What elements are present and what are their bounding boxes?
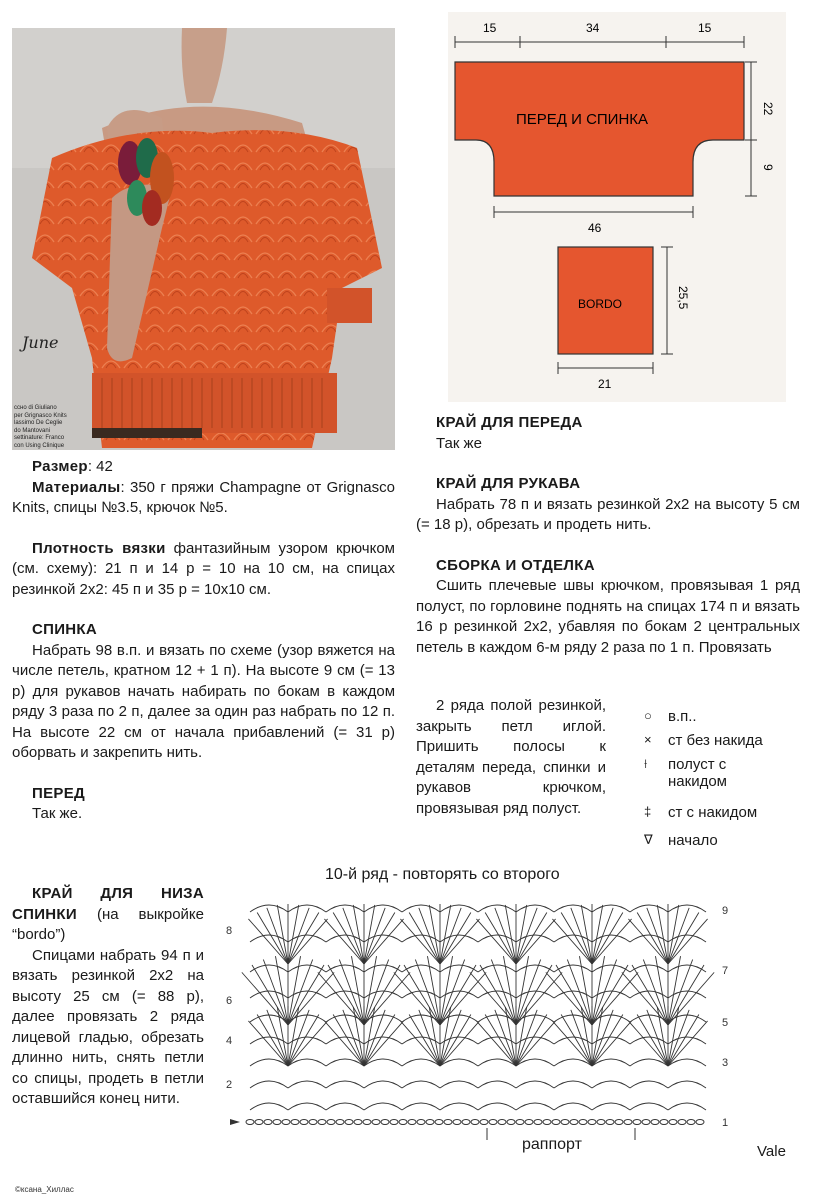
bordo-height: 25,5 [676, 286, 690, 310]
edge-front-text: Так же [436, 434, 482, 452]
edge-bottom-text: Спицами набрать 94 п и вязать резинкой 2х2 на высоту 25 см (= 88 р), далее провязать 2 ряда лицевой гладью, обрезать длинно нить, снять петли со спицы, продеть в петли оставшийся конец нити. [12, 946, 204, 1107]
gauge-text: фантазийным узором крючком (см. схему): 21 п и 14 р = 10 на 10 см, на спицах резинкой 2х2: 45 п и 35 р = 10х10 см. [12, 539, 395, 598]
model-photo [12, 28, 395, 450]
edge-sleeve-title: КРАЙ ДЛЯ РУКАВА [436, 475, 581, 492]
front-title: ПЕРЕД [32, 784, 85, 802]
chain-icon: ○ [644, 708, 652, 723]
dim-top-left: 15 [483, 21, 497, 35]
main-piece-label: ПЕРЕД И СПИНКА [516, 111, 649, 128]
pattern-schema [448, 12, 786, 402]
watermark: ©ксана_Хиллас [15, 1185, 74, 1194]
double-crochet-icon: ‡ [644, 804, 652, 819]
dim-top-center: 34 [586, 21, 600, 35]
single-crochet-icon: × [644, 732, 652, 747]
edge-sleeve-text: Набрать 78 п и вязать резинкой 2х2 на высоту 5 см (= 18 р), обрезать и продеть нить. [416, 495, 800, 533]
start-icon: ∇ [644, 832, 653, 847]
assembly-text-a: Сшить плечевые швы крючком, провязывая 1 ряд полуст, по горловине поднять на спицах 174 п и вязать 16 р резинкой 2х2, убавляя по бокам 2 центральных петель в каждом 6-м ряду 2 раза по 1 п. Провязать [416, 577, 800, 656]
assembly-title: СБОРКА И ОТДЕЛКА [436, 556, 595, 574]
chart-row-right: 3 [722, 1057, 729, 1069]
back-text: Набрать 98 в.п. и вязать по схеме (узор вяжется на числе петель, кратном 12 + 1 п). На высоте 9 см (= 13 р) для рукавов начать набирать по бокам в каждом ряду 3 раза по 2 п, далее за один раз набрать по 12 п. На высоте 22 см от начала прибавлений (= 31 р) оборвать и закрепить нить. [12, 641, 395, 761]
edge-bottom-title: КРАЙ ДЛЯ НИЗА СПИНКИ [12, 885, 204, 923]
rapport-label: раппорт [522, 1136, 582, 1153]
chart-row-right: 9 [722, 905, 729, 917]
edge-front-title: КРАЙ ДЛЯ ПЕРЕДА [436, 414, 583, 431]
size-value: : 42 [87, 458, 113, 475]
front-text: Так же. [32, 805, 83, 822]
chart-row-left: 8 [226, 925, 233, 937]
dim-right-top: 22 [761, 102, 775, 116]
chart-row-right: 7 [722, 965, 729, 977]
assembly-text-b: 2 ряда полой резинкой, закрыть петл иглой. Пришить полосы к деталям переда, спинки и рукавов крючком, провязывая ряд полуст. [416, 697, 606, 817]
half-double-crochet-icon: ⟊ [644, 756, 648, 771]
bordo-width: 21 [598, 377, 612, 391]
chart-row-left: 4 [226, 1035, 233, 1047]
photo-credits: ссно di Giuliano per Grignasco Knits lassimo De Ceglie do Mantovani settinature: Franco con Using Clinique [14, 405, 67, 449]
size-label: Размер [32, 458, 88, 475]
photo-signature: June [22, 333, 59, 352]
edge-bottom-section [12, 884, 204, 1110]
crochet-chart [222, 890, 762, 1140]
gauge-label: Плотность вязки [32, 539, 166, 557]
chart-row-right: 1 [722, 1117, 729, 1129]
chart-row-right: 5 [722, 1017, 729, 1029]
back-title: СПИНКА [32, 621, 98, 638]
materials-label: Материалы [32, 478, 121, 496]
chart-row-left: 6 [226, 995, 233, 1007]
materials-text: : 350 г пряжи Champagne от Grignasco Knits, спицы №3.5, крючок №5. [12, 478, 395, 516]
dim-right-bottom: 9 [761, 164, 775, 171]
chart-row-left: 2 [226, 1079, 233, 1091]
author-signature: Vale [757, 1143, 786, 1160]
assembly-text-b-block [416, 696, 606, 819]
left-column [12, 457, 395, 825]
edge-bottom-note: (на выкройке “bordo”) [12, 905, 204, 943]
chart-title: 10-й ряд - повторять со второго [325, 866, 560, 883]
dim-bottom: 46 [588, 221, 602, 235]
bordo-label: BORDO [578, 297, 623, 311]
stitch-legend: ○ в.п.. × ст без накида ⟊ полуст с накидом ‡ ст с накидом ∇ начало [644, 708, 763, 849]
dim-top-right: 15 [698, 21, 712, 35]
right-column [416, 413, 800, 658]
